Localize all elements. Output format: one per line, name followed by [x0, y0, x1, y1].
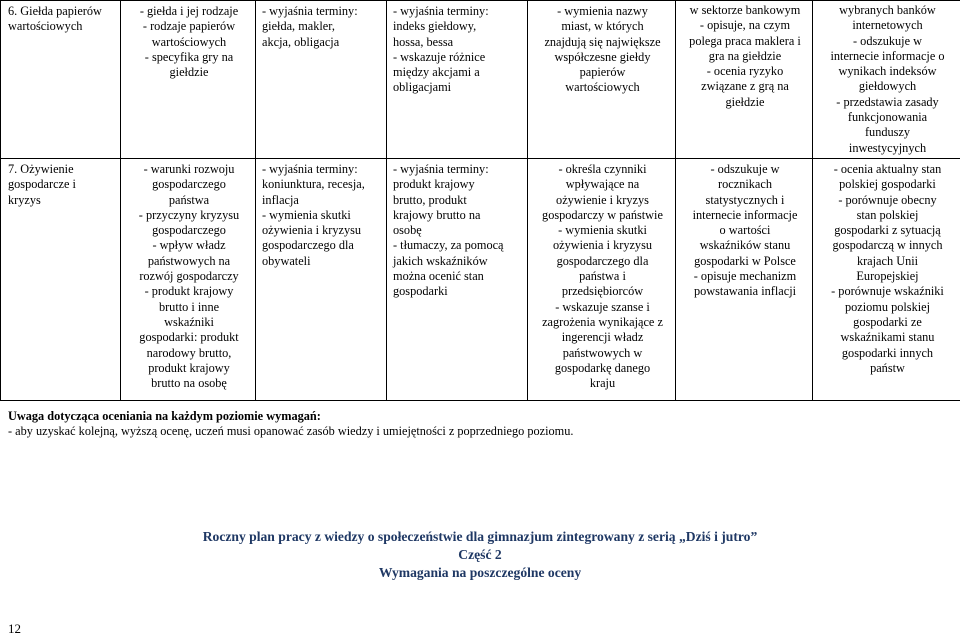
- level3-cell: [528, 1, 676, 159]
- level5-cell: [813, 158, 960, 400]
- level1-cell: [256, 158, 387, 400]
- level3-text: - wymienia nazwy miast, w których znajdują się największe współczesne giełdy papierów wartościowych: [544, 4, 661, 95]
- level1-text: - wyjaśnia terminy: koniunktura, recesja, inflacja - wymienia skutki ożywienia i kryzysu gospodarczego dla obywateli: [262, 161, 365, 268]
- level2-cell: [387, 158, 528, 400]
- note-text: - aby uzyskać kolejną, wyższą ocenę, uczeń musi opanować zasób wiedzy i umiejętności z poprzedniego poziomu.: [8, 424, 574, 438]
- level4-cell: [676, 1, 813, 159]
- table-row: [1, 158, 960, 400]
- level5-cell: [813, 1, 960, 159]
- content-cell: [121, 1, 256, 159]
- content-text: - warunki rozwoju gospodarczego państwa - przyczyny kryzysu gospodarczego - wpływ władz państwowych na rozwój gospodarczy - produkt krajowy brutto i inne wskaźniki gospodarki: produkt narodowy brutto, produkt krajowy brutto na osobę: [138, 161, 240, 391]
- level4-text: w sektorze bankowym - opisuje, na czym polega praca maklera i gra na giełdzie - ocenia ryzyko związane z grą na giełdzie: [689, 3, 801, 109]
- note-heading: Uwaga dotycząca oceniania na każdym poziomie wymagań:: [8, 409, 321, 423]
- level3-text: - określa czynniki wpływające na ożywienie i kryzys gospodarczy w państwie - wymienia skutki ożywienia i kryzysu gospodarczego dla państwa i przedsiębiorców - wskazuje szanse i zagrożenia wynikające z ingerencji władz państwowych w gospodarkę danego kraju: [542, 161, 663, 391]
- footer-subtitle: Wymagania na poszczególne oceny: [378, 565, 582, 580]
- footer-part: Część 2: [458, 547, 502, 562]
- level4-cell: [676, 158, 813, 400]
- content-cell: [121, 158, 256, 400]
- topic-cell: [1, 158, 121, 400]
- level5-text: - ocenia aktualny stan polskiej gospodarki - porównuje obecny stan polskiej gospodarki z sytuacją gospodarczą w innych krajach Unii Europejskiej - porównuje wskaźniki poziomu polskiej gospodarki ze wskaźnikami stanu gospodarki innych państw: [831, 161, 944, 375]
- topic-text: 7. Ożywienie gospodarcze i kryzys: [8, 161, 76, 207]
- document-footer: [0, 528, 960, 582]
- level2-cell: [387, 1, 528, 159]
- level3-cell: [528, 158, 676, 400]
- table-row: [1, 1, 960, 159]
- footer-title: Roczny plan pracy z wiedzy o społeczeństwie dla gimnazjum zintegrowany z serią „Dziś i jutro”: [202, 529, 758, 544]
- content-text: - giełda i jej rodzaje - rodzaje papierów wartościowych - specyfika gry na giełdzie: [139, 4, 239, 80]
- level5-text: wybranych banków internetowych - odszukuje w internecie informacje o wynikach indeksów giełdowych - przedstawia zasady funkcjonowania funduszy inwestycyjnych: [830, 3, 945, 155]
- level4-text: - odszukuje w rocznikach statystycznych i internecie informacje o wartości wskaźników stanu gospodarki w Polsce - opisuje mechanizm powstawania inflacji: [692, 161, 798, 299]
- topic-text: 6. Giełda papierów wartościowych: [8, 4, 102, 34]
- page-number: 12: [8, 621, 21, 636]
- topic-cell: [1, 1, 121, 159]
- level2-text: - wyjaśnia terminy: indeks giełdowy, hossa, bessa - wskazuje różnice między akcjami a obligacjami: [393, 4, 489, 95]
- level2-text: - wyjaśnia terminy: produkt krajowy brutto, produkt krajowy brutto na osobę - tłumaczy, za pomocą jakich wskaźników można ocenić stan gospodarki: [393, 161, 504, 299]
- assessment-note: [8, 409, 573, 439]
- level1-cell: [256, 1, 387, 159]
- level1-text: - wyjaśnia terminy: giełda, makler, akcja, obligacja: [262, 4, 358, 49]
